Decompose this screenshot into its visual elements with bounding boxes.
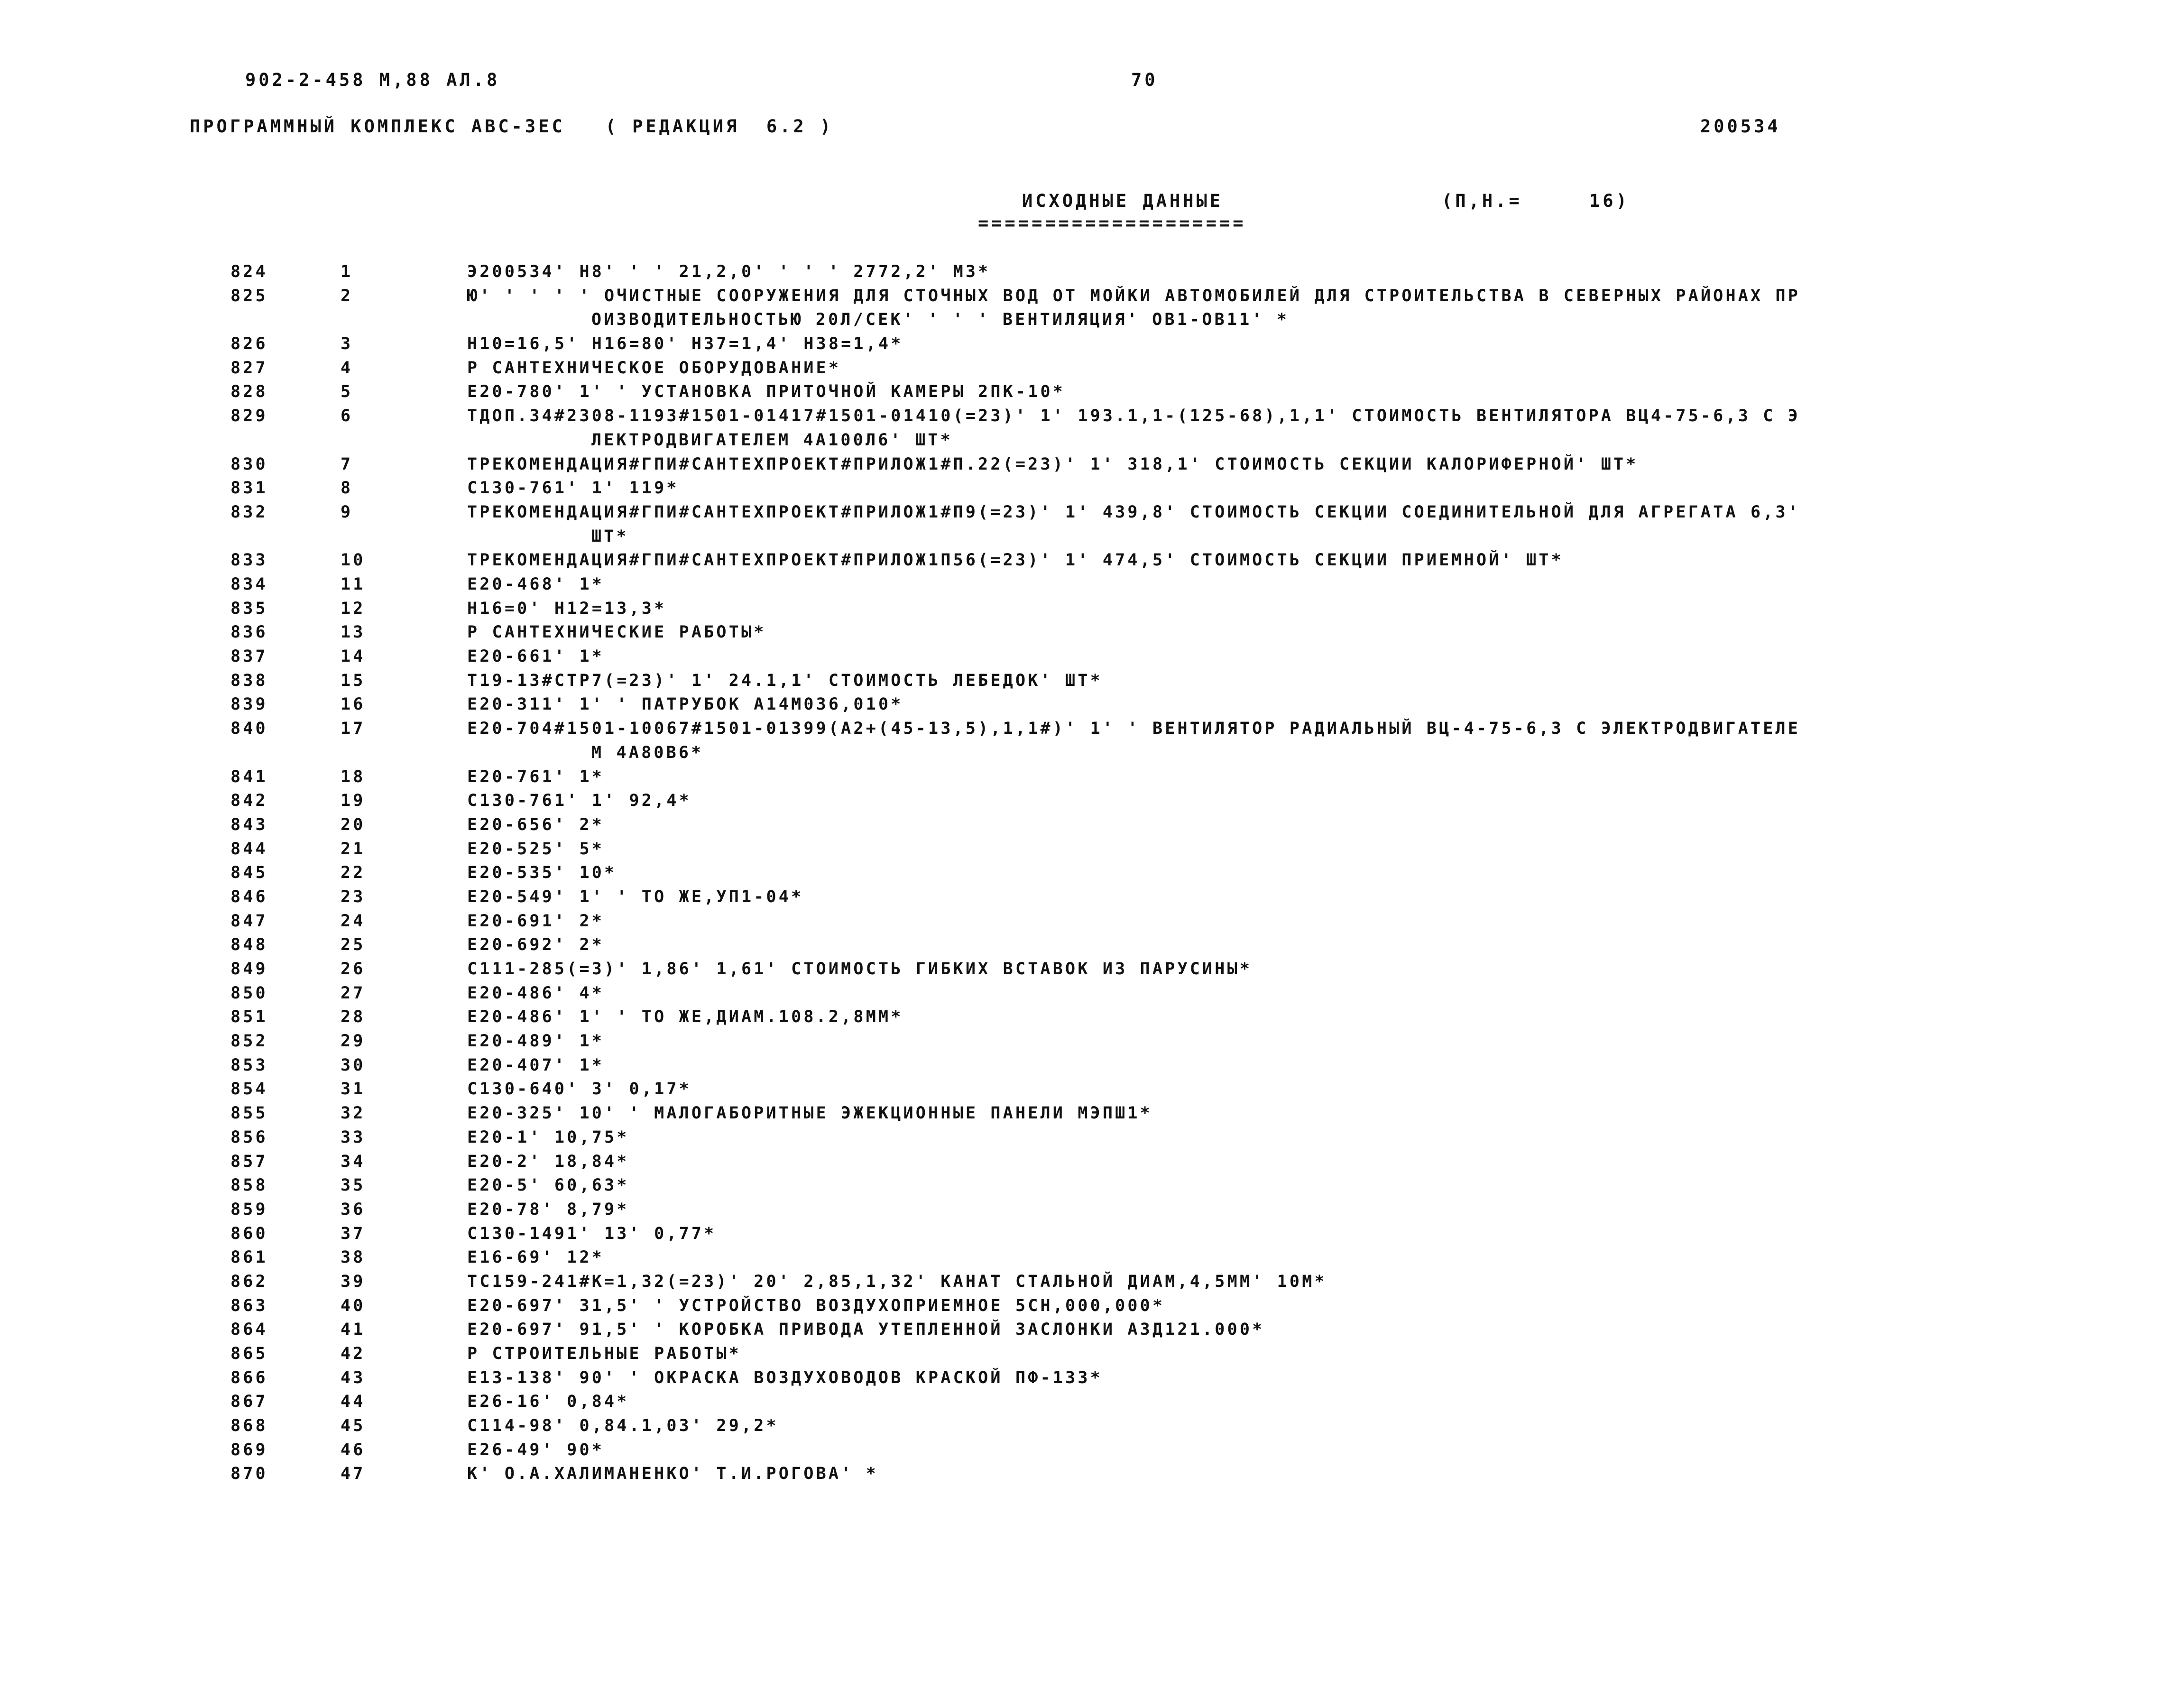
record-line: Е20-311' 1' ' ПАТРУБОК А14М036,010* xyxy=(467,695,903,714)
listing-row xyxy=(0,1390,2184,1414)
listing-row xyxy=(0,404,2184,452)
sequence-number: 5 xyxy=(341,382,353,402)
record-line: С130-761' 1' 92,4* xyxy=(467,791,691,811)
listing-row xyxy=(0,981,2184,1006)
record-text xyxy=(467,885,2009,909)
record-text xyxy=(467,1126,2009,1150)
listing-row xyxy=(0,933,2184,957)
listing-row xyxy=(0,669,2184,693)
record-line: С111-285(=3)' 1,86' 1,61' СТОИМОСТЬ ГИБКИХ ВСТАВОК ИЗ ПАРУСИНЫ* xyxy=(467,960,1253,979)
record-line: Е20-661' 1* xyxy=(467,647,604,666)
listing-row xyxy=(0,1438,2184,1462)
record-text xyxy=(467,404,2009,452)
listing-row xyxy=(0,645,2184,669)
record-line: Е20-697' 31,5' ' УСТРОЙСТВО ВОЗДУХОПРИЕМНОЕ 5СН,000,000* xyxy=(467,1296,1165,1315)
line-number: 839 xyxy=(230,695,268,714)
record-line: Э200534' Н8' ' ' 21,2,0' ' ' ' 2772,2' М3* xyxy=(467,262,991,281)
sequence-number: 12 xyxy=(341,599,366,618)
sequence-number: 19 xyxy=(341,791,366,811)
line-number: 859 xyxy=(230,1200,268,1219)
line-number: 834 xyxy=(230,574,268,594)
record-line: Е20-407' 1* xyxy=(467,1055,604,1075)
record-text xyxy=(467,356,2009,380)
record-text xyxy=(467,669,2009,693)
record-text xyxy=(467,693,2009,717)
line-number: 846 xyxy=(230,887,268,906)
record-text xyxy=(467,476,2009,500)
record-line: Е20-468' 1* xyxy=(467,574,604,594)
record-text xyxy=(467,1198,2009,1222)
sequence-number: 17 xyxy=(341,719,366,739)
line-number: 845 xyxy=(230,863,268,883)
line-number: 831 xyxy=(230,479,268,498)
sequence-number: 31 xyxy=(341,1080,366,1099)
listing-row xyxy=(0,1053,2184,1078)
line-number: 835 xyxy=(230,599,268,618)
record-continuation: М 4А80В6* xyxy=(591,743,704,762)
listing-row xyxy=(0,453,2184,477)
record-line: Н10=16,5' Н16=80' Н37=1,4' Н38=1,4* xyxy=(467,334,903,354)
listing-row xyxy=(0,885,2184,909)
sequence-number: 36 xyxy=(341,1200,366,1219)
listing-row xyxy=(0,1294,2184,1318)
record-text xyxy=(467,981,2009,1006)
record-line: Е20-692' 2* xyxy=(467,935,604,955)
record-continuation: ШТ* xyxy=(591,526,629,546)
record-line: С130-640' 3' 0,17* xyxy=(467,1080,691,1099)
listing-row xyxy=(0,597,2184,621)
listing-row xyxy=(0,1150,2184,1174)
line-number: 858 xyxy=(230,1176,268,1195)
record-text xyxy=(467,260,2009,284)
record-line: Е20-761' 1* xyxy=(467,767,604,786)
line-number: 841 xyxy=(230,767,268,786)
record-text xyxy=(467,1270,2009,1294)
line-number: 860 xyxy=(230,1224,268,1243)
record-line: Е20-486' 4* xyxy=(467,983,604,1003)
sequence-number: 38 xyxy=(341,1248,366,1267)
sequence-number: 39 xyxy=(341,1272,366,1291)
listing-row xyxy=(0,620,2184,645)
line-number: 857 xyxy=(230,1152,268,1171)
section-param: (П,Н.= 16) xyxy=(1442,191,1630,211)
line-number: 852 xyxy=(230,1032,268,1051)
sequence-number: 22 xyxy=(341,863,366,883)
sequence-number: 41 xyxy=(341,1320,366,1339)
sequence-number: 43 xyxy=(341,1368,366,1387)
record-text xyxy=(467,1318,2009,1342)
line-number: 838 xyxy=(230,671,268,690)
record-line: ТДОП.34#2308-1193#1501-01417#1501-01410(=23)' 1' 193.1,1-(125-68),1,1' СТОИМОСТЬ ВЕНТИЛЯТОРА ВЦ4-75-6,3 С Э xyxy=(467,406,1801,426)
record-text xyxy=(467,1053,2009,1078)
sequence-number: 9 xyxy=(341,502,353,522)
line-number: 833 xyxy=(230,551,268,570)
line-number: 837 xyxy=(230,647,268,666)
record-text xyxy=(467,717,2009,765)
record-text xyxy=(467,573,2009,597)
record-text xyxy=(467,1173,2009,1198)
sequence-number: 24 xyxy=(341,911,366,931)
record-text xyxy=(467,620,2009,645)
line-number: 864 xyxy=(230,1320,268,1339)
listing-row xyxy=(0,332,2184,356)
sequence-number: 15 xyxy=(341,671,366,690)
sequence-number: 26 xyxy=(341,960,366,979)
record-text xyxy=(467,453,2009,477)
record-line: Е20-704#1501-10067#1501-01399(А2+(45-13,5),1,1#)' 1' ' ВЕНТИЛЯТОР РАДИАЛЬНЫЙ ВЦ-4-75-6,3 С ЭЛЕКТРОДВИГАТЕЛЕ xyxy=(467,719,1801,739)
record-text xyxy=(467,1438,2009,1462)
record-text xyxy=(467,1246,2009,1270)
record-text xyxy=(467,933,2009,957)
record-text xyxy=(467,1390,2009,1414)
listing-row xyxy=(0,1222,2184,1246)
sequence-number: 14 xyxy=(341,647,366,666)
sequence-number: 20 xyxy=(341,815,366,834)
line-number: 829 xyxy=(230,406,268,426)
listing-row xyxy=(0,717,2184,765)
listing-row xyxy=(0,1366,2184,1390)
record-line: Е20-525' 5* xyxy=(467,839,604,859)
section-underline: ==================== xyxy=(978,213,1246,233)
record-text xyxy=(467,1294,2009,1318)
sequence-number: 16 xyxy=(341,695,366,714)
record-line: Е20-691' 2* xyxy=(467,911,604,931)
sequence-number: 35 xyxy=(341,1176,366,1195)
record-line: Н16=0' Н12=13,3* xyxy=(467,599,667,618)
page-number: 70 xyxy=(1131,70,1158,90)
sequence-number: 34 xyxy=(341,1152,366,1171)
listing-row xyxy=(0,548,2184,573)
sequence-number: 44 xyxy=(341,1392,366,1412)
sequence-number: 29 xyxy=(341,1032,366,1051)
data-listing xyxy=(0,260,2184,1486)
line-number: 863 xyxy=(230,1296,268,1315)
line-number: 855 xyxy=(230,1104,268,1123)
line-number: 861 xyxy=(230,1248,268,1267)
listing-row xyxy=(0,1462,2184,1486)
line-number: 828 xyxy=(230,382,268,402)
sequence-number: 23 xyxy=(341,887,366,906)
line-number: 842 xyxy=(230,791,268,811)
record-line: Е20-780' 1' ' УСТАНОВКА ПРИТОЧНОЙ КАМЕРЫ 2ПК-10* xyxy=(467,382,1066,402)
line-number: 836 xyxy=(230,623,268,642)
line-number: 825 xyxy=(230,286,268,305)
program-title: ПРОГРАММНЫЙ КОМПЛЕКС АВС-3ЕС ( РЕДАКЦИЯ 6.2 ) xyxy=(190,116,834,137)
sequence-number: 27 xyxy=(341,983,366,1003)
listing-row xyxy=(0,260,2184,284)
record-text xyxy=(467,765,2009,789)
record-line: Т19-13#СТР7(=23)' 1' 24.1,1' СТОИМОСТЬ ЛЕБЕДОК' ШТ* xyxy=(467,671,1103,690)
record-text xyxy=(467,789,2009,813)
record-text xyxy=(467,957,2009,981)
listing-row xyxy=(0,837,2184,861)
line-number: 849 xyxy=(230,960,268,979)
listing-row xyxy=(0,1077,2184,1101)
listing-row xyxy=(0,693,2184,717)
listing-row xyxy=(0,1029,2184,1053)
record-line: С114-98' 0,84.1,03' 29,2* xyxy=(467,1416,779,1436)
line-number: 869 xyxy=(230,1440,268,1459)
record-text xyxy=(467,597,2009,621)
sequence-number: 37 xyxy=(341,1224,366,1243)
sequence-number: 10 xyxy=(341,551,366,570)
listing-row xyxy=(0,1101,2184,1126)
record-text xyxy=(467,1029,2009,1053)
listing-row xyxy=(0,1246,2184,1270)
sequence-number: 40 xyxy=(341,1296,366,1315)
record-line: Р САНТЕХНИЧЕСКОЕ ОБОРУДОВАНИЕ* xyxy=(467,358,841,378)
record-line: Е20-1' 10,75* xyxy=(467,1127,629,1147)
record-line: Е20-549' 1' ' ТО ЖЕ,УП1-04* xyxy=(467,887,804,906)
listing-row xyxy=(0,1126,2184,1150)
record-line: Е20-489' 1* xyxy=(467,1032,604,1051)
record-line: С130-761' 1' 119* xyxy=(467,479,679,498)
line-number: 848 xyxy=(230,935,268,955)
record-text xyxy=(467,1366,2009,1390)
sequence-number: 45 xyxy=(341,1416,366,1436)
record-line: Е16-69' 12* xyxy=(467,1248,604,1267)
record-line: Е20-486' 1' ' ТО ЖЕ,ДИАМ.108.2,8ММ* xyxy=(467,1007,903,1027)
record-line: Р САНТЕХНИЧЕСКИЕ РАБОТЫ* xyxy=(467,623,766,642)
record-text xyxy=(467,500,2009,548)
record-text xyxy=(467,813,2009,837)
record-line: Е26-49' 90* xyxy=(467,1440,604,1459)
sequence-number: 46 xyxy=(341,1440,366,1459)
record-text xyxy=(467,837,2009,861)
sequence-number: 8 xyxy=(341,479,353,498)
listing-row xyxy=(0,861,2184,885)
record-line: Е20-697' 91,5' ' КОРОБКА ПРИВОДА УТЕПЛЕННОЙ ЗАСЛОНКИ АЗД121.000* xyxy=(467,1320,1265,1339)
line-number: 868 xyxy=(230,1416,268,1436)
record-text xyxy=(467,1342,2009,1366)
listing-row xyxy=(0,789,2184,813)
record-line: ТРЕКОМЕНДАЦИЯ#ГПИ#САНТЕХПРОЕКТ#ПРИЛОЖ1#П9(=23)' 1' 439,8' СТОИМОСТЬ СЕКЦИИ СОЕДИНИТЕЛЬНОЙ ДЛЯ АГРЕГАТА 6,3' xyxy=(467,502,1801,522)
record-line: Ю' ' ' ' ' ОЧИСТНЫЕ СООРУЖЕНИЯ ДЛЯ СТОЧНЫХ ВОД ОТ МОЙКИ АВТОМОБИЛЕЙ ДЛЯ СТРОИТЕЛЬСТВА В СЕВЕРНЫХ РАЙОНАХ ПР xyxy=(467,286,1801,305)
listing-row xyxy=(0,1173,2184,1198)
listing-row xyxy=(0,957,2184,981)
record-text xyxy=(467,1101,2009,1126)
sequence-number: 2 xyxy=(341,286,353,305)
sequence-number: 32 xyxy=(341,1104,366,1123)
record-text xyxy=(467,1414,2009,1438)
line-number: 867 xyxy=(230,1392,268,1412)
record-line: ТС159-241#К=1,32(=23)' 20' 2,85,1,32' КАНАТ СТАЛЬНОЙ ДИАМ,4,5ММ' 10М* xyxy=(467,1272,1327,1291)
record-line: Е20-5' 60,63* xyxy=(467,1176,629,1195)
line-number: 854 xyxy=(230,1080,268,1099)
record-line: Е20-78' 8,79* xyxy=(467,1200,629,1219)
record-text xyxy=(467,1077,2009,1101)
listing-row xyxy=(0,284,2184,332)
line-number: 827 xyxy=(230,358,268,378)
line-number: 851 xyxy=(230,1007,268,1027)
sequence-number: 28 xyxy=(341,1007,366,1027)
record-line: Е20-2' 18,84* xyxy=(467,1152,629,1171)
sequence-number: 18 xyxy=(341,767,366,786)
record-text xyxy=(467,1222,2009,1246)
line-number: 853 xyxy=(230,1055,268,1075)
listing-row xyxy=(0,476,2184,500)
sequence-number: 42 xyxy=(341,1344,366,1363)
record-line: Е20-535' 10* xyxy=(467,863,617,883)
sequence-number: 21 xyxy=(341,839,366,859)
line-number: 865 xyxy=(230,1344,268,1363)
line-number: 830 xyxy=(230,454,268,474)
sequence-number: 7 xyxy=(341,454,353,474)
record-text xyxy=(467,645,2009,669)
line-number: 843 xyxy=(230,815,268,834)
listing-row xyxy=(0,765,2184,789)
record-continuation: ОИЗВОДИТЕЛЬНОСТЬЮ 20Л/СЕК' ' ' ' ВЕНТИЛЯЦИЯ' ОВ1-ОВ11' * xyxy=(591,310,1290,330)
section-title: ИСХОДНЫЕ ДАННЫЕ xyxy=(1022,191,1224,211)
listing-row xyxy=(0,500,2184,548)
record-text xyxy=(467,861,2009,885)
line-number: 840 xyxy=(230,719,268,739)
line-number: 862 xyxy=(230,1272,268,1291)
line-number: 832 xyxy=(230,502,268,522)
listing-row xyxy=(0,1318,2184,1342)
record-line: Р СТРОИТЕЛЬНЫЕ РАБОТЫ* xyxy=(467,1344,741,1363)
sequence-number: 30 xyxy=(341,1055,366,1075)
record-line: Е13-138' 90' ' ОКРАСКА ВОЗДУХОВОДОВ КРАСКОЙ ПФ-133* xyxy=(467,1368,1103,1387)
listing-row xyxy=(0,1414,2184,1438)
line-number: 824 xyxy=(230,262,268,281)
document-code: 902-2-458 М,88 АЛ.8 xyxy=(245,70,500,90)
record-text xyxy=(467,380,2009,404)
record-text xyxy=(467,284,2009,332)
record-text xyxy=(467,1150,2009,1174)
listing-row xyxy=(0,380,2184,404)
sequence-number: 33 xyxy=(341,1127,366,1147)
sequence-number: 6 xyxy=(341,406,353,426)
record-line: К' О.А.ХАЛИМАНЕНКО' Т.И.РОГОВА' * xyxy=(467,1464,878,1484)
program-id: 200534 xyxy=(1700,116,1781,137)
sequence-number: 47 xyxy=(341,1464,366,1484)
line-number: 856 xyxy=(230,1127,268,1147)
sequence-number: 25 xyxy=(341,935,366,955)
sequence-number: 3 xyxy=(341,334,353,354)
line-number: 866 xyxy=(230,1368,268,1387)
listing-row xyxy=(0,573,2184,597)
listing-row xyxy=(0,1270,2184,1294)
record-text xyxy=(467,548,2009,573)
listing-row xyxy=(0,356,2184,380)
sequence-number: 13 xyxy=(341,623,366,642)
sequence-number: 4 xyxy=(341,358,353,378)
record-line: Е26-16' 0,84* xyxy=(467,1392,629,1412)
record-line: Е20-656' 2* xyxy=(467,815,604,834)
listing-row xyxy=(0,813,2184,837)
listing-row xyxy=(0,909,2184,933)
record-text xyxy=(467,332,2009,356)
record-line: ТРЕКОМЕНДАЦИЯ#ГПИ#САНТЕХПРОЕКТ#ПРИЛОЖ1#П.22(=23)' 1' 318,1' СТОИМОСТЬ СЕКЦИИ КАЛОРИФЕРНОЙ' ШТ* xyxy=(467,454,1639,474)
record-line: ТРЕКОМЕНДАЦИЯ#ГПИ#САНТЕХПРОЕКТ#ПРИЛОЖ1П56(=23)' 1' 474,5' СТОИМОСТЬ СЕКЦИИ ПРИЕМНОЙ' ШТ* xyxy=(467,551,1564,570)
record-line: Е20-325' 10' ' МАЛОГАБОРИТНЫЕ ЭЖЕКЦИОННЫЕ ПАНЕЛИ МЭПШ1* xyxy=(467,1104,1152,1123)
listing-row xyxy=(0,1342,2184,1366)
sequence-number: 1 xyxy=(341,262,353,281)
line-number: 826 xyxy=(230,334,268,354)
record-text xyxy=(467,1005,2009,1029)
record-line: С130-1491' 13' 0,77* xyxy=(467,1224,717,1243)
line-number: 870 xyxy=(230,1464,268,1484)
line-number: 844 xyxy=(230,839,268,859)
line-number: 850 xyxy=(230,983,268,1003)
sequence-number: 11 xyxy=(341,574,366,594)
record-text xyxy=(467,909,2009,933)
line-number: 847 xyxy=(230,911,268,931)
listing-row xyxy=(0,1198,2184,1222)
record-text xyxy=(467,1462,2009,1486)
record-continuation: ЛЕКТРОДВИГАТЕЛЕМ 4А100Л6' ШТ* xyxy=(591,430,953,450)
listing-row xyxy=(0,1005,2184,1029)
